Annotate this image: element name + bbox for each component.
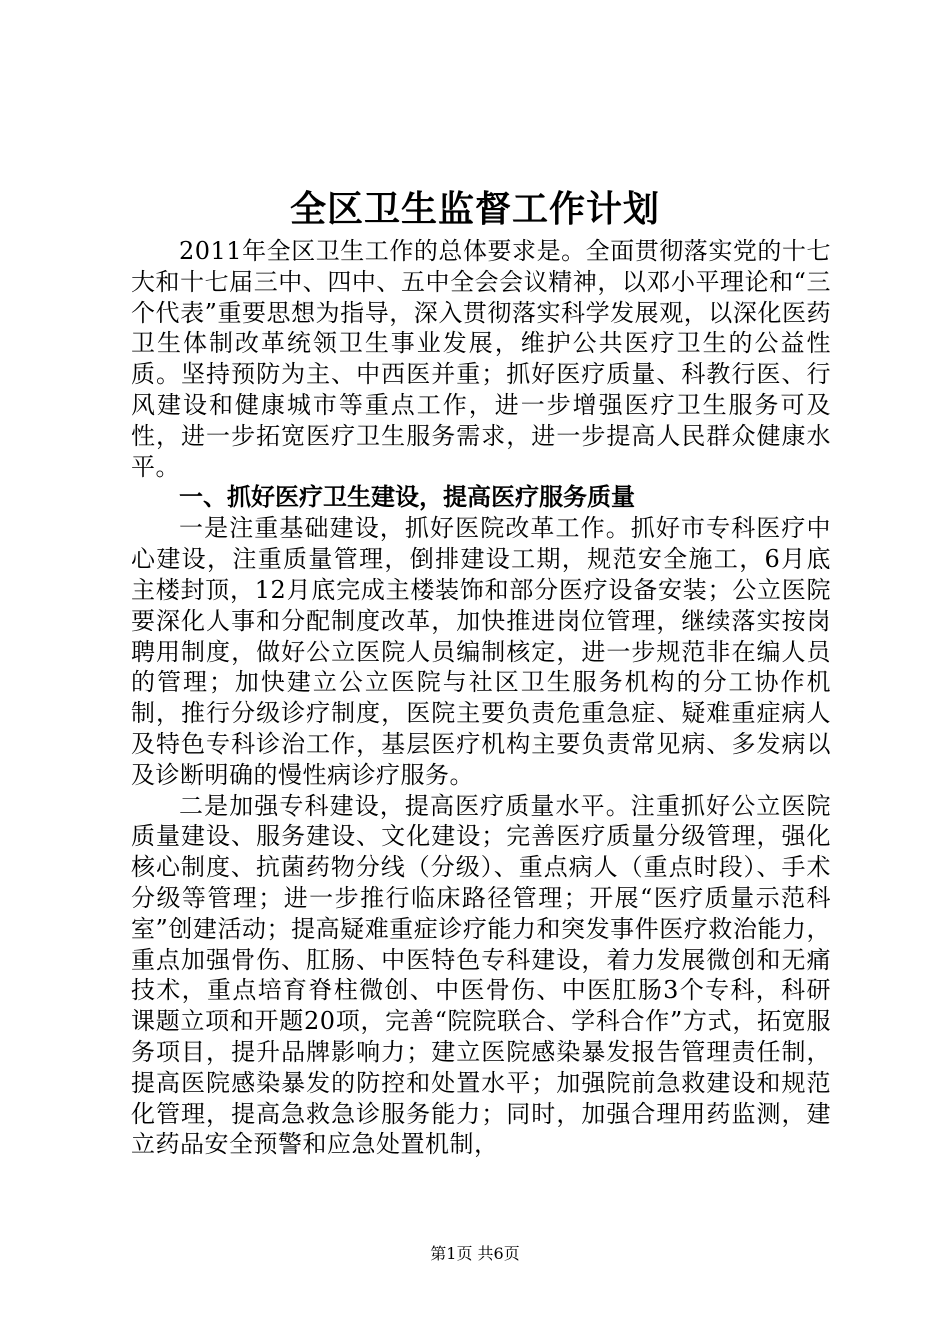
document-title: 全区卫生监督工作计划 xyxy=(289,188,660,230)
section-heading: 一、抓好医疗卫生建设，提高医疗服务质量 xyxy=(179,483,635,512)
intro-paragraph: 2011年全区卫生工作的总体要求是。全面贯彻落实党的十七大和十七届三中、四中、五中全会会议精神，以邓小平理论和“三个代表”重要思想为指导，深入贯彻落实科学发展观，以深化医药卫生体制改革统领卫生事业发展，维护公共医疗卫生的公益性质。坚持预防为主、中西医并重；抓好医疗质量、科教行医、行风建设和健康城市等重点工作，进一步增强医疗卫生服务可及性，进一步拓宽医疗卫生服务需求，进一步提高人民群众健康水平。 xyxy=(131,237,831,481)
section-paragraph: 一是注重基础建设，抓好医院改革工作。抓好市专科医疗中心建设，注重质量管理，倒排建设工期，规范安全施工，6月底主楼封顶，12月底完成主楼装饰和部分医疗设备安装；公立医院要深化人事和分配制度改革，加快推进岗位管理，继续落实按岗聘用制度，做好公立医院人员编制核定，进一步规范非在编人员的管理；加快建立公立医院与社区卫生服务机构的分工协作机制，推行分级诊疗制度，医院主要负责危重急症、疑难重症病人及特色专科诊治工作，基层医疗机构主要负责常见病、多发病以及诊断明确的慢性病诊疗服务。 xyxy=(131,514,831,789)
page-footer: 第1页 共6页 xyxy=(430,1244,520,1263)
document-body xyxy=(131,236,831,1160)
section-paragraph: 二是加强专科建设，提高医疗质量水平。注重抓好公立医院质量建设、服务建设、文化建设；完善医疗质量分级管理，强化核心制度、抗菌药物分线（分级）、重点病人（重点时段）、手术分级等管理；进一步推行临床路径管理；开展“医疗质量示范科室”创建活动；提高疑难重症诊疗能力和突发事件医疗救治能力，重点加强骨伤、肛肠、中医特色专科建设，着力发展微创和无痛技术，重点培育脊柱微创、中医骨伤、中医肛肠3个专科，科研课题立项和开题20项，完善“院院联合、学科合作”方式，拓宽服务项目，提升品牌影响力；建立医院感染暴发报告管理责任制，提高医院感染暴发的防控和处置水平；加强院前急救建设和规范化管理，提高急救急诊服务能力；同时，加强合理用药监测，建立药品安全预警和应急处置机制， xyxy=(131,791,831,1159)
